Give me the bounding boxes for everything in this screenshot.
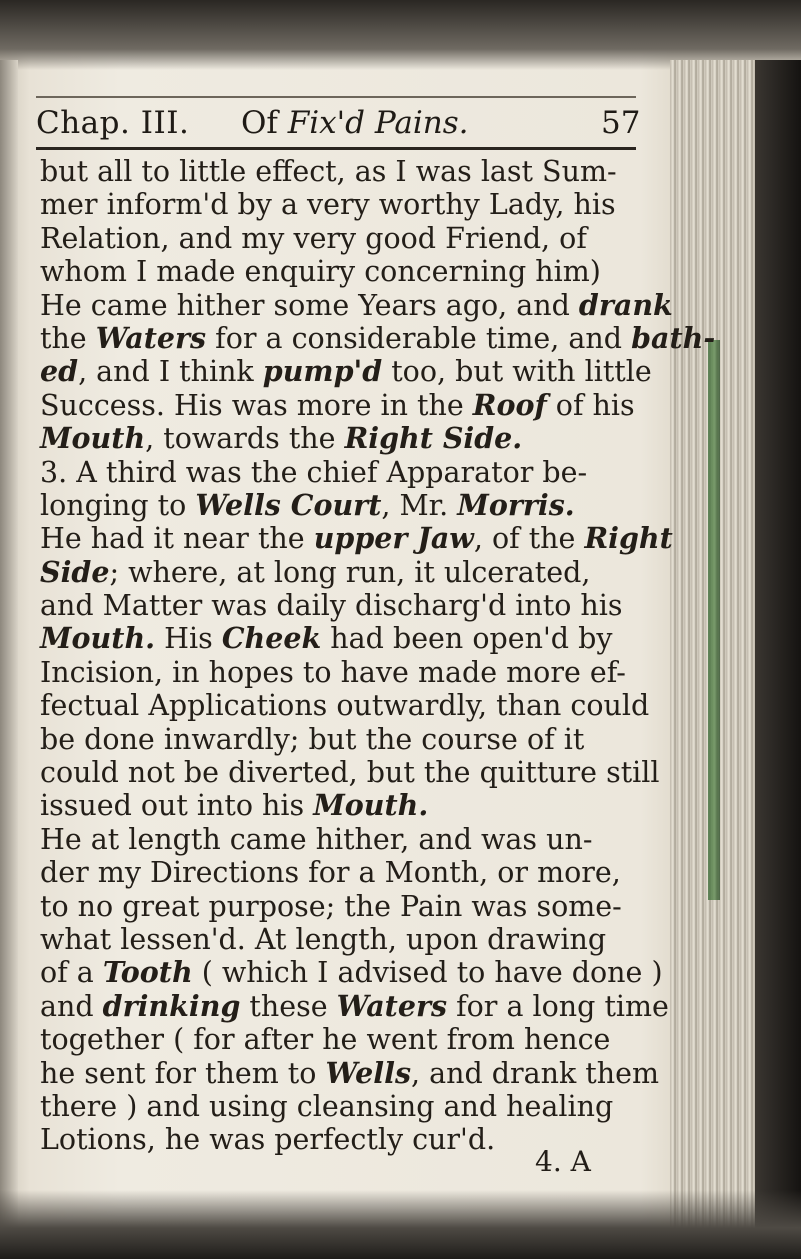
italic-text: Mouth. (313, 788, 429, 823)
body-text (40, 155, 716, 1157)
italic-text: bath- (631, 320, 716, 355)
text-segment: he sent for them to (40, 1056, 326, 1090)
text-line (40, 890, 660, 923)
text-line (40, 521, 673, 556)
text-segment: , Mr. (381, 488, 458, 522)
text-line (40, 1090, 660, 1123)
text-line (40, 456, 660, 489)
text-line (40, 188, 660, 221)
text-segment: for a long time (447, 989, 669, 1023)
text-line (40, 422, 660, 455)
chapter-label: Chap. III. (36, 105, 190, 141)
text-line (40, 689, 660, 722)
text-segment: for a considerable time, and (206, 321, 632, 355)
italic-text: upper Jaw (313, 521, 474, 556)
text-line (40, 1057, 660, 1090)
text-segment: of a (40, 956, 103, 990)
italic-text: ed (40, 354, 79, 389)
italic-text: Right Side. (344, 421, 523, 456)
text-segment: He came hither some Years ago, and (40, 288, 579, 322)
bottom-shadow (0, 1190, 801, 1259)
italic-text: drinking (102, 988, 241, 1023)
italic-text: Mouth. (40, 621, 156, 656)
text-segment: der my Directions for a Month, or more, (40, 856, 621, 890)
text-segment: issued out into his (40, 789, 314, 823)
text-segment: ; where, at long run, it ulcerated, (109, 555, 591, 589)
text-segment: could not be diverted, but the quitture still (40, 756, 660, 790)
italic-text: Roof (472, 387, 547, 422)
book-cover-edge (755, 60, 801, 1259)
italic-text: pump'd (262, 354, 383, 389)
text-segment: what lessen'd. At length, upon drawing (40, 922, 607, 956)
italic-text: Wells (325, 1055, 411, 1090)
text-segment: mer inform'd by a very worthy Lady, his (40, 188, 616, 222)
text-line (40, 856, 660, 889)
text-segment: Incision, in hopes to have made more ef- (40, 655, 626, 689)
text-segment: together ( for after he went from hence (40, 1023, 611, 1057)
running-title-italic: Fix'd Pains. (287, 105, 469, 141)
text-segment: fectual Applications outwardly, than could (40, 689, 650, 723)
text-segment: but all to little effect, as I was last Sum- (40, 155, 617, 188)
text-segment: the (40, 321, 96, 355)
text-line (40, 988, 669, 1023)
italic-text: Cheek (221, 621, 322, 656)
text-line (40, 287, 673, 322)
text-segment: too, but with little (382, 355, 652, 389)
page-number: 57 (601, 105, 641, 141)
text-segment: to no great purpose; the Pain was some- (40, 889, 622, 923)
text-line (40, 1023, 660, 1056)
text-segment: of his (546, 388, 635, 422)
running-title-prefix: Of (241, 105, 288, 141)
italic-text: drank (578, 287, 673, 322)
text-segment: ( which I advised to have done ) (192, 956, 663, 990)
italic-text: Right (584, 521, 673, 556)
text-line (40, 320, 716, 355)
text-segment: Success. His was more in the (40, 388, 473, 422)
italic-text: Mouth (40, 421, 146, 456)
text-line (40, 823, 660, 856)
text-line (40, 155, 660, 188)
text-segment: whom I made enquiry concerning him) (40, 255, 601, 289)
text-segment: Lotions, he was perfectly cur'd. (40, 1123, 496, 1157)
text-line (40, 923, 660, 956)
italic-text: Waters (95, 320, 207, 355)
catchword: 4. A (535, 1145, 591, 1178)
text-segment: these (240, 989, 337, 1023)
text-line (40, 489, 660, 522)
green-bookmark (708, 340, 720, 900)
text-segment: He at length came hither, and was un- (40, 822, 593, 856)
text-segment: had been open'd by (321, 622, 613, 656)
text-segment: Relation, and my very good Friend, of (40, 221, 587, 255)
text-line (40, 389, 660, 422)
text-line (40, 723, 660, 756)
text-line (40, 222, 660, 255)
text-line (40, 789, 660, 822)
left-binding-shadow (0, 60, 18, 1259)
text-segment: and (40, 989, 103, 1023)
text-segment: His (155, 622, 222, 656)
running-title (241, 105, 468, 141)
text-line (40, 756, 660, 789)
header-rule (36, 147, 636, 150)
text-segment: and Matter was daily discharg'd into his (40, 589, 623, 623)
italic-text: Morris. (457, 487, 575, 522)
italic-text: Wells Court (195, 487, 382, 522)
text-segment: , towards the (145, 422, 345, 456)
text-line (40, 556, 660, 589)
text-segment: , and drank them (410, 1056, 659, 1090)
text-segment: , of the (473, 522, 585, 556)
text-segment: be done inwardly; but the course of it (40, 722, 585, 756)
italic-text: Side (40, 554, 110, 589)
text-line (40, 656, 660, 689)
text-line (40, 255, 660, 288)
text-line (40, 355, 660, 388)
text-segment: , and I think (78, 355, 263, 389)
text-line (40, 589, 660, 622)
text-line (40, 955, 663, 990)
text-line (40, 622, 660, 655)
text-segment: longing to (40, 488, 196, 522)
running-header (36, 97, 641, 147)
italic-text: Waters (336, 988, 448, 1023)
text-segment: He had it near the (40, 522, 314, 556)
text-segment: there ) and using cleansing and healing (40, 1089, 614, 1123)
text-segment: 3. A third was the chief Apparator be- (40, 455, 588, 489)
italic-text: Tooth (102, 955, 193, 990)
